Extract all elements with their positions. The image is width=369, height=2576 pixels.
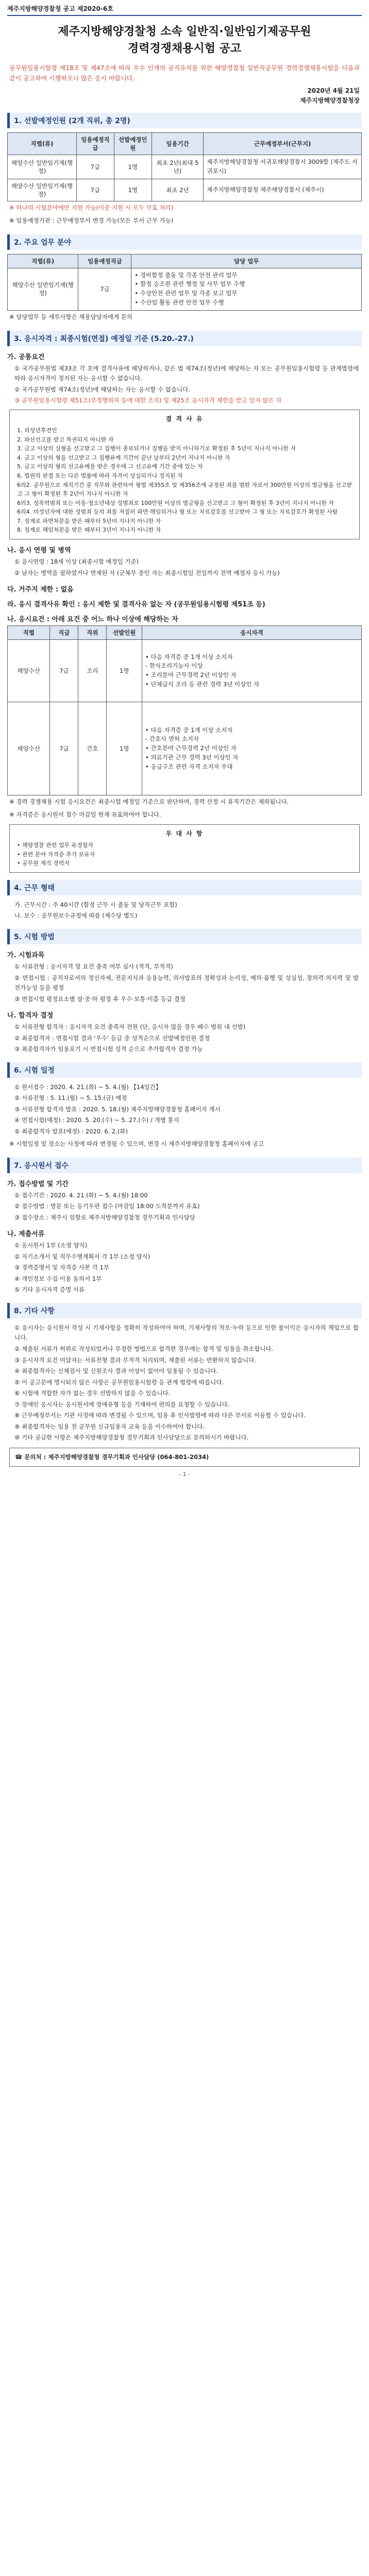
paragraph: ② 최종합격자 : 면접시험 결과 '우수' 등급 중 성적순으로 선발예정인원 결정 — [14, 1034, 210, 1042]
list-item: 6의2. 공무원으로 재직기간 중 직무와 관련하여 형법 제355조 및 제356조에 규정된 죄를 범한 자로서 300만원 이상의 벌금형을 선고받고 그 형이 확정된 후 2년이 지나지 아니한 자 — [17, 481, 352, 498]
list-item: 2. 파산선고를 받고 복권되지 아니한 자 — [17, 436, 114, 443]
th: 선발인원 — [107, 626, 142, 640]
sub-heading: 가. 공통요건 — [7, 353, 45, 361]
cell: 해양수산 일반임기제(행정) — [8, 155, 77, 179]
table-row — [8, 179, 362, 201]
section-4-heading: 4. 근무 형태 — [7, 880, 362, 895]
list-item: 6. 법원의 판결 또는 다른 법률에 따라 자격이 상실되거나 정지된 자 — [17, 472, 183, 479]
th: 직급 — [50, 626, 78, 640]
recruit-table — [7, 132, 362, 201]
paragraph: ⑤ 기타 응시자격 증명 서류 — [14, 1286, 85, 1294]
cell: • 경비함정 출동 및 각종 안전 관리 업무 • 함정 승조원 관련 행정 및 사무 업무 수행 • 수상안전 관련 업무 및 각종 보고 업무 • 수산업 활동 관련 안전 업무 수행 — [131, 268, 362, 310]
th: 담당 업무 — [131, 254, 362, 268]
paragraph: ② 서류전형 : 5. 11.(월) ~ 5. 15.(금) 예정 — [14, 1094, 127, 1102]
cell: 해양수산 일반임기제(행정) — [8, 179, 77, 201]
paragraph: ① 원서접수 : 2020. 4. 21.(화) ~ 5. 4.(월) 【14일간】 — [14, 1083, 162, 1091]
paragraph: ③ 공무원임용시험령 제51조(부정행위자 등에 대한 조치) 및 제25조 응시자격 제한을 받고 있지 않은 자 — [14, 397, 282, 404]
cell: 제주지방해양경찰청 서귀포해양경찰서 3009함 (제주도 서귀포시) — [204, 155, 362, 179]
section-8-heading: 8. 기타 사항 — [7, 1303, 362, 1318]
cell: 최초 2년 — [152, 179, 204, 201]
cell: 7급 — [50, 640, 78, 702]
th: 직렬(류) — [8, 254, 78, 268]
paragraph: ⑤ 최종합격자 발표(예정) : 2020. 6. 2.(화) — [14, 1127, 128, 1135]
notice-title — [7, 16, 362, 60]
notice-number: 제주지방해양경찰청 공고 제2020-6호 — [7, 0, 362, 16]
sub-heading: 가. 시험과목 — [7, 951, 45, 959]
paragraph: ③ 최종합격자가 임용포기 시 면접시험 성적 순으로 추가합격자 결정 가능 — [14, 1045, 203, 1053]
sub-heading: 나. 합격자 결정 — [7, 1012, 54, 1020]
table-row — [8, 155, 362, 179]
paragraph: ④ 개인정보 수집·이용 동의서 1부 — [14, 1275, 102, 1282]
section-1-note-2: ※ 임용예정기관 : 근무예정부서 변경 가능(모든 부서 근무 가능) — [9, 216, 174, 224]
th: 임용예정직급 — [76, 132, 114, 155]
paragraph: ③ 응시자격 요건 미달자는 서류전형 결과 부적격 처리되며, 제출된 서류는 반환하지 않습니다. — [14, 1356, 256, 1364]
paragraph: ⑤ 이 공고문에 명시되지 않은 사항은 공무원임용시험령 등 관계 법령에 따릅니다. — [14, 1378, 224, 1386]
notice-date-value: 2020년 4월 21일 — [307, 87, 360, 94]
list-item: • 관련 분야 자격증 추가 보유자 — [17, 851, 95, 858]
cell: 7급 — [78, 268, 131, 310]
cell: 1명 — [107, 640, 142, 702]
list-item: • 해양경찰 관련 업무 유경험자 — [17, 842, 93, 849]
th: 응시자격 — [142, 626, 362, 640]
duty-table-header — [8, 254, 362, 268]
paragraph: 가. 근무시간 : 주 40시간 (함정 근무 시 출동 및 당직근무 포함) — [14, 901, 177, 908]
paragraph: ① 서류전형 합격자 : 응시자격 요건 충족자 전원 (단, 응시자 많을 경우 배수 범위 내 선발) — [14, 1023, 246, 1031]
title-line-2: 경력경쟁채용시험 공고 — [127, 42, 242, 55]
th: 선발예정인원 — [114, 132, 152, 155]
title-line-1: 제주지방해양경찰청 소속 일반직·일반임기제공무원 — [58, 25, 311, 38]
sub-heading: 가. 접수방법 및 기간 — [7, 1180, 69, 1188]
cell: 1명 — [114, 155, 152, 179]
paragraph: ③ 서류전형 합격자 발표 : 2020. 5. 18.(월) 제주지방해양경찰청 홈페이지 게시 — [14, 1105, 221, 1113]
cell: 7급 — [76, 155, 114, 179]
section-7-heading: 7. 응시원서 접수 — [7, 1158, 362, 1173]
cell: 1명 — [114, 179, 152, 201]
cell: 조리 — [78, 640, 107, 702]
notice-org: 제주지방해양경찰청장 — [300, 96, 360, 104]
cell: 간호 — [78, 702, 107, 795]
th: 직렬 — [8, 626, 50, 640]
box-title: 우 대 사 항 — [165, 830, 204, 838]
paragraph: ① 접수기간 : 2020. 4. 21.(화) ~ 5. 4.(월) 18:00 — [14, 1191, 148, 1199]
section-5-heading: 5. 시험 방법 — [7, 929, 362, 944]
paragraph: ③ 면접시험 평정요소별 상·중·하 평정 후 우수·보통·미흡 등급 결정 — [14, 995, 186, 1003]
requirement-table — [7, 625, 362, 795]
paragraph: ② 면접시험 : 공직자로서의 정신자세, 전문지식과 응용능력, 의사발표의 정확성과 논리성, 예의·품행 및 성실성, 창의력·의지력 및 발전가능성 등을 평정 — [14, 974, 359, 992]
th: 직렬(류) — [8, 132, 77, 155]
paragraph: ② 제출된 서류가 허위로 작성되었거나 부정한 방법으로 합격한 경우에는 합격 및 임용을 취소합니다. — [14, 1345, 274, 1352]
list-item: 6의4. 미성년자에 대한 성범죄 등의 죄를 저질러 파면·해임되거나 형 또는 치료감호를 선고받아 그 형 또는 치료감호가 확정된 사람 — [17, 509, 338, 516]
paragraph: ③ 접수장소 : 제주시 임항로 제주지방해양경찰청 경무기획과 인사담당 — [14, 1213, 195, 1221]
contact-info: ☎ 문의처 : 제주지방해양경찰청 경무기획과 인사담당 (064-801-2034) — [9, 1448, 360, 1467]
paragraph: ② 남자는 병역을 필하였거나 면제된 자 (군복무 중인 자는 최종시험일 전일까지 전역 예정자 응시 가능) — [14, 569, 280, 577]
intro-text: 공무원임용시험령 제18조 및 제47조에 따라 우수 인재의 공직유치를 위한 해양경찰청 일반직공무원 경력경쟁채용시험을 다음과 같이 공고하여 시행하오니 많은 응시 바랍니다. — [9, 64, 360, 82]
paragraph: 나. 보수 : 공무원보수규정에 따름 (제수당 별도) — [14, 912, 138, 920]
table-row — [8, 702, 362, 795]
disqualification-box — [9, 410, 360, 539]
section-1-heading: 1. 선발예정인원 (2개 직위, 총 2명) — [7, 113, 362, 128]
requirement-table-header — [8, 626, 362, 640]
list-item: 8. 징계로 해임처분을 받은 때부터 3년이 지나지 아니한 자 — [17, 527, 161, 534]
paragraph: ⑦ 장애인 응시자는 응시원서에 장애유형 등을 기재하여 편의를 요청할 수 있습니다. — [14, 1400, 230, 1408]
paragraph: ① 서류전형 : 응시자격 및 요건 충족 여부 심사 (적격, 부적격) — [14, 962, 173, 970]
box-title: 결 격 사 유 — [165, 415, 204, 422]
cell: 1명 — [107, 702, 142, 795]
preference-box — [9, 824, 360, 873]
list-item: 5. 금고 이상의 형의 선고유예를 받은 경우에 그 선고유예 기간 중에 있는 자 — [17, 463, 203, 470]
paragraph: ② 국가공무원법 제74조(정년)에 해당하는 자는 응시할 수 없습니다. — [14, 385, 190, 393]
sub-heading: 나. 응시요건 : 아래 요건 중 어느 하나 이상에 해당하는 자 — [7, 616, 178, 624]
table-row — [8, 268, 362, 310]
requirement-note-2: ※ 자격증은 응시원서 접수 마감일 현재 유효하여야 합니다. — [9, 811, 161, 819]
duty-table — [7, 254, 362, 311]
sub-heading: 나. 제출서류 — [7, 1230, 45, 1239]
th: 임용예정직급 — [78, 254, 131, 268]
section-6-heading: 6. 시험 일정 — [7, 1062, 362, 1078]
section-3-heading: 3. 응시자격 : 최종시험(면접) 예정일 기준 (5.20.-27.) — [7, 331, 362, 346]
list-item: 4. 금고 이상의 형을 선고받고 그 집행유예 기간이 끝난 날부터 2년이 지나지 아니한 자 — [17, 454, 230, 461]
th: 직위 — [78, 626, 107, 640]
page-number: - 1 - — [179, 1471, 190, 1478]
paragraph: ④ 면접시험(예정) : 2020. 5. 20.(수) ~ 5. 27.(수) / 개별 통지 — [14, 1116, 179, 1124]
section-1-note-1: ※ 하나의 시험분야에만 지원 가능(이중 지원 시 모두 무효 처리) — [9, 204, 174, 211]
cell: • 다음 자격증 중 1개 이상 소지자 - 한식조리기능사 이상 • 조리분야 근무경력 2년 이상인 자 • 단체급식 조리 등 관련 경력 3년 이상인 자 — [142, 640, 362, 702]
cell: 7급 — [76, 179, 114, 201]
paragraph: ③ 경력증명서 및 자격증 사본 각 1부 — [14, 1264, 109, 1272]
sub-heading: 나. 응시 연령 및 병역 — [7, 547, 71, 555]
cell: 해양수산 — [8, 640, 50, 702]
paragraph: ② 자기소개서 및 직무수행계획서 각 1부 (소정 양식) — [14, 1252, 150, 1260]
section-2-note: ※ 담당업무 등 세부사항은 채용담당자에게 문의 — [9, 313, 132, 320]
cell: 해양수산 — [8, 702, 50, 795]
notice-date — [7, 86, 362, 106]
paragraph: ① 응시자는 응시원서 작성 시 기재사항을 정확히 작성하여야 하며, 기재사항의 착오·누락 등으로 인한 불이익은 응시자의 책임으로 합니다. — [14, 1324, 359, 1342]
cell: 7급 — [50, 702, 78, 795]
section-2-heading: 2. 주요 업무 분야 — [7, 234, 362, 250]
paragraph: ② 접수방법 : 방문 또는 등기우편 접수 (마감일 18:00 도착분까지 유효) — [14, 1202, 200, 1210]
paragraph: ① 응시원서 1부 (소정 양식) — [14, 1242, 88, 1249]
cell: 최초 2년(최대 5년) — [152, 155, 204, 179]
list-item: • 공무원 재직 경력자 — [17, 860, 70, 867]
cell: 제주지방해양경찰청 제주해양경찰서 (제주시) — [204, 179, 362, 201]
paragraph: ⑨ 최종합격자는 임용 전 공무원 신규임용자 교육 등을 이수하여야 합니다. — [14, 1422, 205, 1430]
list-item: 1. 피성년후견인 — [17, 427, 57, 434]
schedule-note: ※ 시험일정 및 장소는 사정에 따라 변경될 수 있으며, 변경 시 제주지방해양경찰청 홈페이지에 공고 — [9, 1140, 264, 1147]
cell: 해양수산 일반임기제(행정) — [8, 268, 78, 310]
table-row — [8, 640, 362, 702]
sub-heading: 라. 응시 결격사유 확인 : 응시 제한 및 결격사유 없는 자 (공무원임용시험령 제51조 등) — [7, 601, 265, 609]
cell: • 다음 자격증 중 1개 이상 소지자 - 간호사 면허 소지자 • 간호분야 근무경력 2년 이상인 자 • 의료기관 근무 경력 3년 이상인 자 • 응급구조 관련 자격 소지자 우대 — [142, 702, 362, 795]
paragraph: ⑥ 시험에 적합한 자가 없는 경우 선발하지 않을 수 있습니다. — [14, 1389, 171, 1397]
recruit-table-header — [8, 132, 362, 155]
th: 임용기간 — [152, 132, 204, 155]
paragraph: ① 응시연령 : 18세 이상 (최종시험 예정일 기준) — [14, 558, 139, 566]
paragraph: ① 국가공무원법 제33조 각 호에 결격사유에 해당하거나, 같은 법 제74조(정년)에 해당하는 자 또는 공무원임용시험령 등 관계법령에 따라 응시자격이 정지된 자는 응시할 수 없습니다. — [14, 364, 359, 382]
sub-heading: 다. 거주지 제한 : 없음 — [7, 586, 74, 594]
list-item: 3. 금고 이상의 실형을 선고받고 그 집행이 종료되거나 집행을 받지 아니하기로 확정된 후 5년이 지나지 아니한 자 — [17, 445, 296, 452]
requirement-note-1: ※ 경력 경쟁채용 시험 응시요건은 최종시험 예정일 기준으로 판단하며, 경력 산정 시 휴직기간은 제외됩니다. — [9, 798, 289, 806]
paragraph: ⑧ 근무예정부서는 기관 사정에 따라 변경될 수 있으며, 임용 후 인사발령에 따라 다른 부서로 이동할 수 있습니다. — [14, 1412, 306, 1419]
list-item: 6의3. 성폭력범죄 또는 아동·청소년대상 성범죄로 100만원 이상의 벌금형을 선고받고 그 형이 확정된 후 3년이 지나지 아니한 자 — [17, 499, 334, 506]
paragraph: ④ 최종합격자는 신체검사 및 신원조사 결과 이상이 없어야 임용될 수 있습니다. — [14, 1367, 218, 1375]
list-item: 7. 징계로 파면처분을 받은 때부터 5년이 지나지 아니한 자 — [17, 517, 161, 524]
paragraph: ⑩ 기타 궁금한 사항은 제주지방해양경찰청 경무기획과 인사담당으로 문의하시기 바랍니다. — [14, 1434, 249, 1442]
th: 근무예정부서(근무지) — [204, 132, 362, 155]
